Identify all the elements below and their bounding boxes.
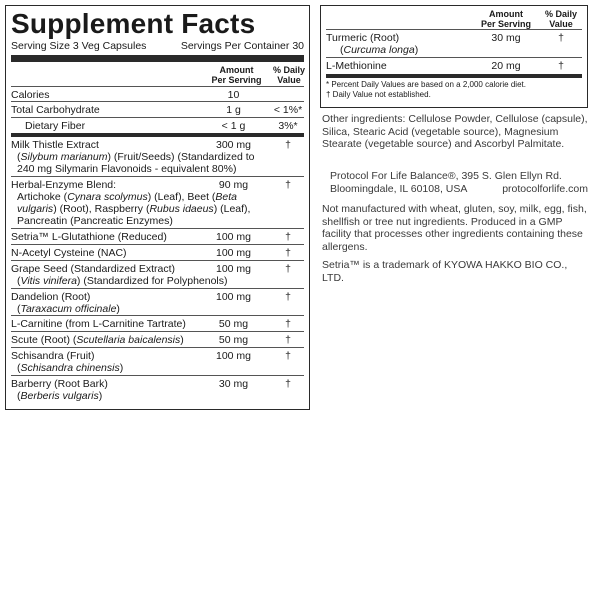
- ingredient-row: N-Acetyl Cysteine (NAC) 100 mg †: [11, 245, 304, 261]
- nutrient-row: Calories 10: [11, 87, 304, 102]
- nutrient-row: Total Carbohydrate 1 g < 1%*: [11, 104, 303, 116]
- thick-divider: [11, 55, 304, 62]
- nutrient-row: Dietary Fiber < 1 g 3%*: [25, 120, 298, 132]
- ingredient-row: Scute (Root) (Scutellaria baicalensis) 50 mg †: [11, 332, 304, 348]
- ingredient-row: L-Carnitine (from L-Carnitine Tartrate) 50 mg †: [11, 316, 304, 332]
- daily-value-header: % Daily Value: [544, 9, 577, 29]
- serving-info: [11, 40, 304, 53]
- daily-value-header: % Daily Value: [272, 65, 305, 85]
- ingredient-row: Barberry (Root Bark) 30 mg † (Berberis vulgaris): [11, 378, 291, 402]
- ingredient-row: L-Methionine 20 mg †: [326, 60, 564, 72]
- panel-title: Supplement Facts: [11, 8, 256, 39]
- company-address: Protocol For Life Balance®, 395 S. Glen Ellyn Rd. Bloomingdale, IL 60108, USA protocolforlife.com: [330, 170, 588, 195]
- footnote-daily-value: * Percent Daily Values are based on a 2,000 calorie diet.: [326, 80, 526, 89]
- ingredient-row: Grape Seed (Standardized Extract) 100 mg † (Vitis vinifera) (Standardized for Polyphenols): [11, 261, 304, 289]
- ingredient-row: Herbal-Enzyme Blend: 90 mg † Artichoke (Cynara scolymus) (Leaf), Beet (Beta vulgaris) (Root), Raspberry (Rubus idaeus) (Leaf), Pancreatin (Pancreatic Enzymes): [11, 177, 304, 229]
- serving-size: Serving Size 3 Veg Capsules: [11, 40, 147, 52]
- medium-divider: [326, 74, 582, 78]
- other-ingredients: Other ingredients: Cellulose Powder, Cellulose (capsule), Silica, Stearic Acid (vegetable source), Magnesium Stearate (vegetable source) and Ascorbyl Palmitate.: [322, 113, 588, 151]
- trademark-statement: Setria™ is a trademark of KYOWA HAKKO BIO CO., LTD.: [322, 259, 568, 284]
- website-link: protocolforlife.com: [502, 182, 588, 195]
- ingredient-row: Dandelion (Root) 100 mg † (Taraxacum officinale): [11, 289, 304, 316]
- allergen-statement: Not manufactured with wheat, gluten, soy, milk, egg, fish, shellfish or tree nut ingredients. Produced in a GMP facility that processes other ingredients containing these allergens.: [322, 203, 587, 253]
- footnote-not-established: † Daily Value not established.: [326, 90, 431, 99]
- amount-header: Amount Per Serving: [211, 65, 262, 85]
- ingredient-row: Setria™ L-Glutathione (Reduced) 100 mg †: [11, 229, 304, 245]
- ingredient-row: Milk Thistle Extract 300 mg † (Silybum marianum) (Fruit/Seeds) (Standardized to 240 mg Silymarin Flavonoids - equivalent 80%): [11, 137, 304, 177]
- ingredient-row: Schisandra (Fruit) 100 mg † (Schisandra chinensis): [11, 348, 304, 376]
- servings-per-container: Servings Per Container 30: [180, 40, 304, 52]
- column-header: [11, 62, 304, 87]
- supplement-facts-continued-panel: [320, 5, 588, 108]
- column-header: [326, 6, 582, 30]
- ingredient-row: Turmeric (Root) 30 mg † (Curcuma longa): [326, 30, 582, 58]
- supplement-facts-panel: [5, 5, 310, 410]
- amount-header: Amount Per Serving: [480, 9, 532, 29]
